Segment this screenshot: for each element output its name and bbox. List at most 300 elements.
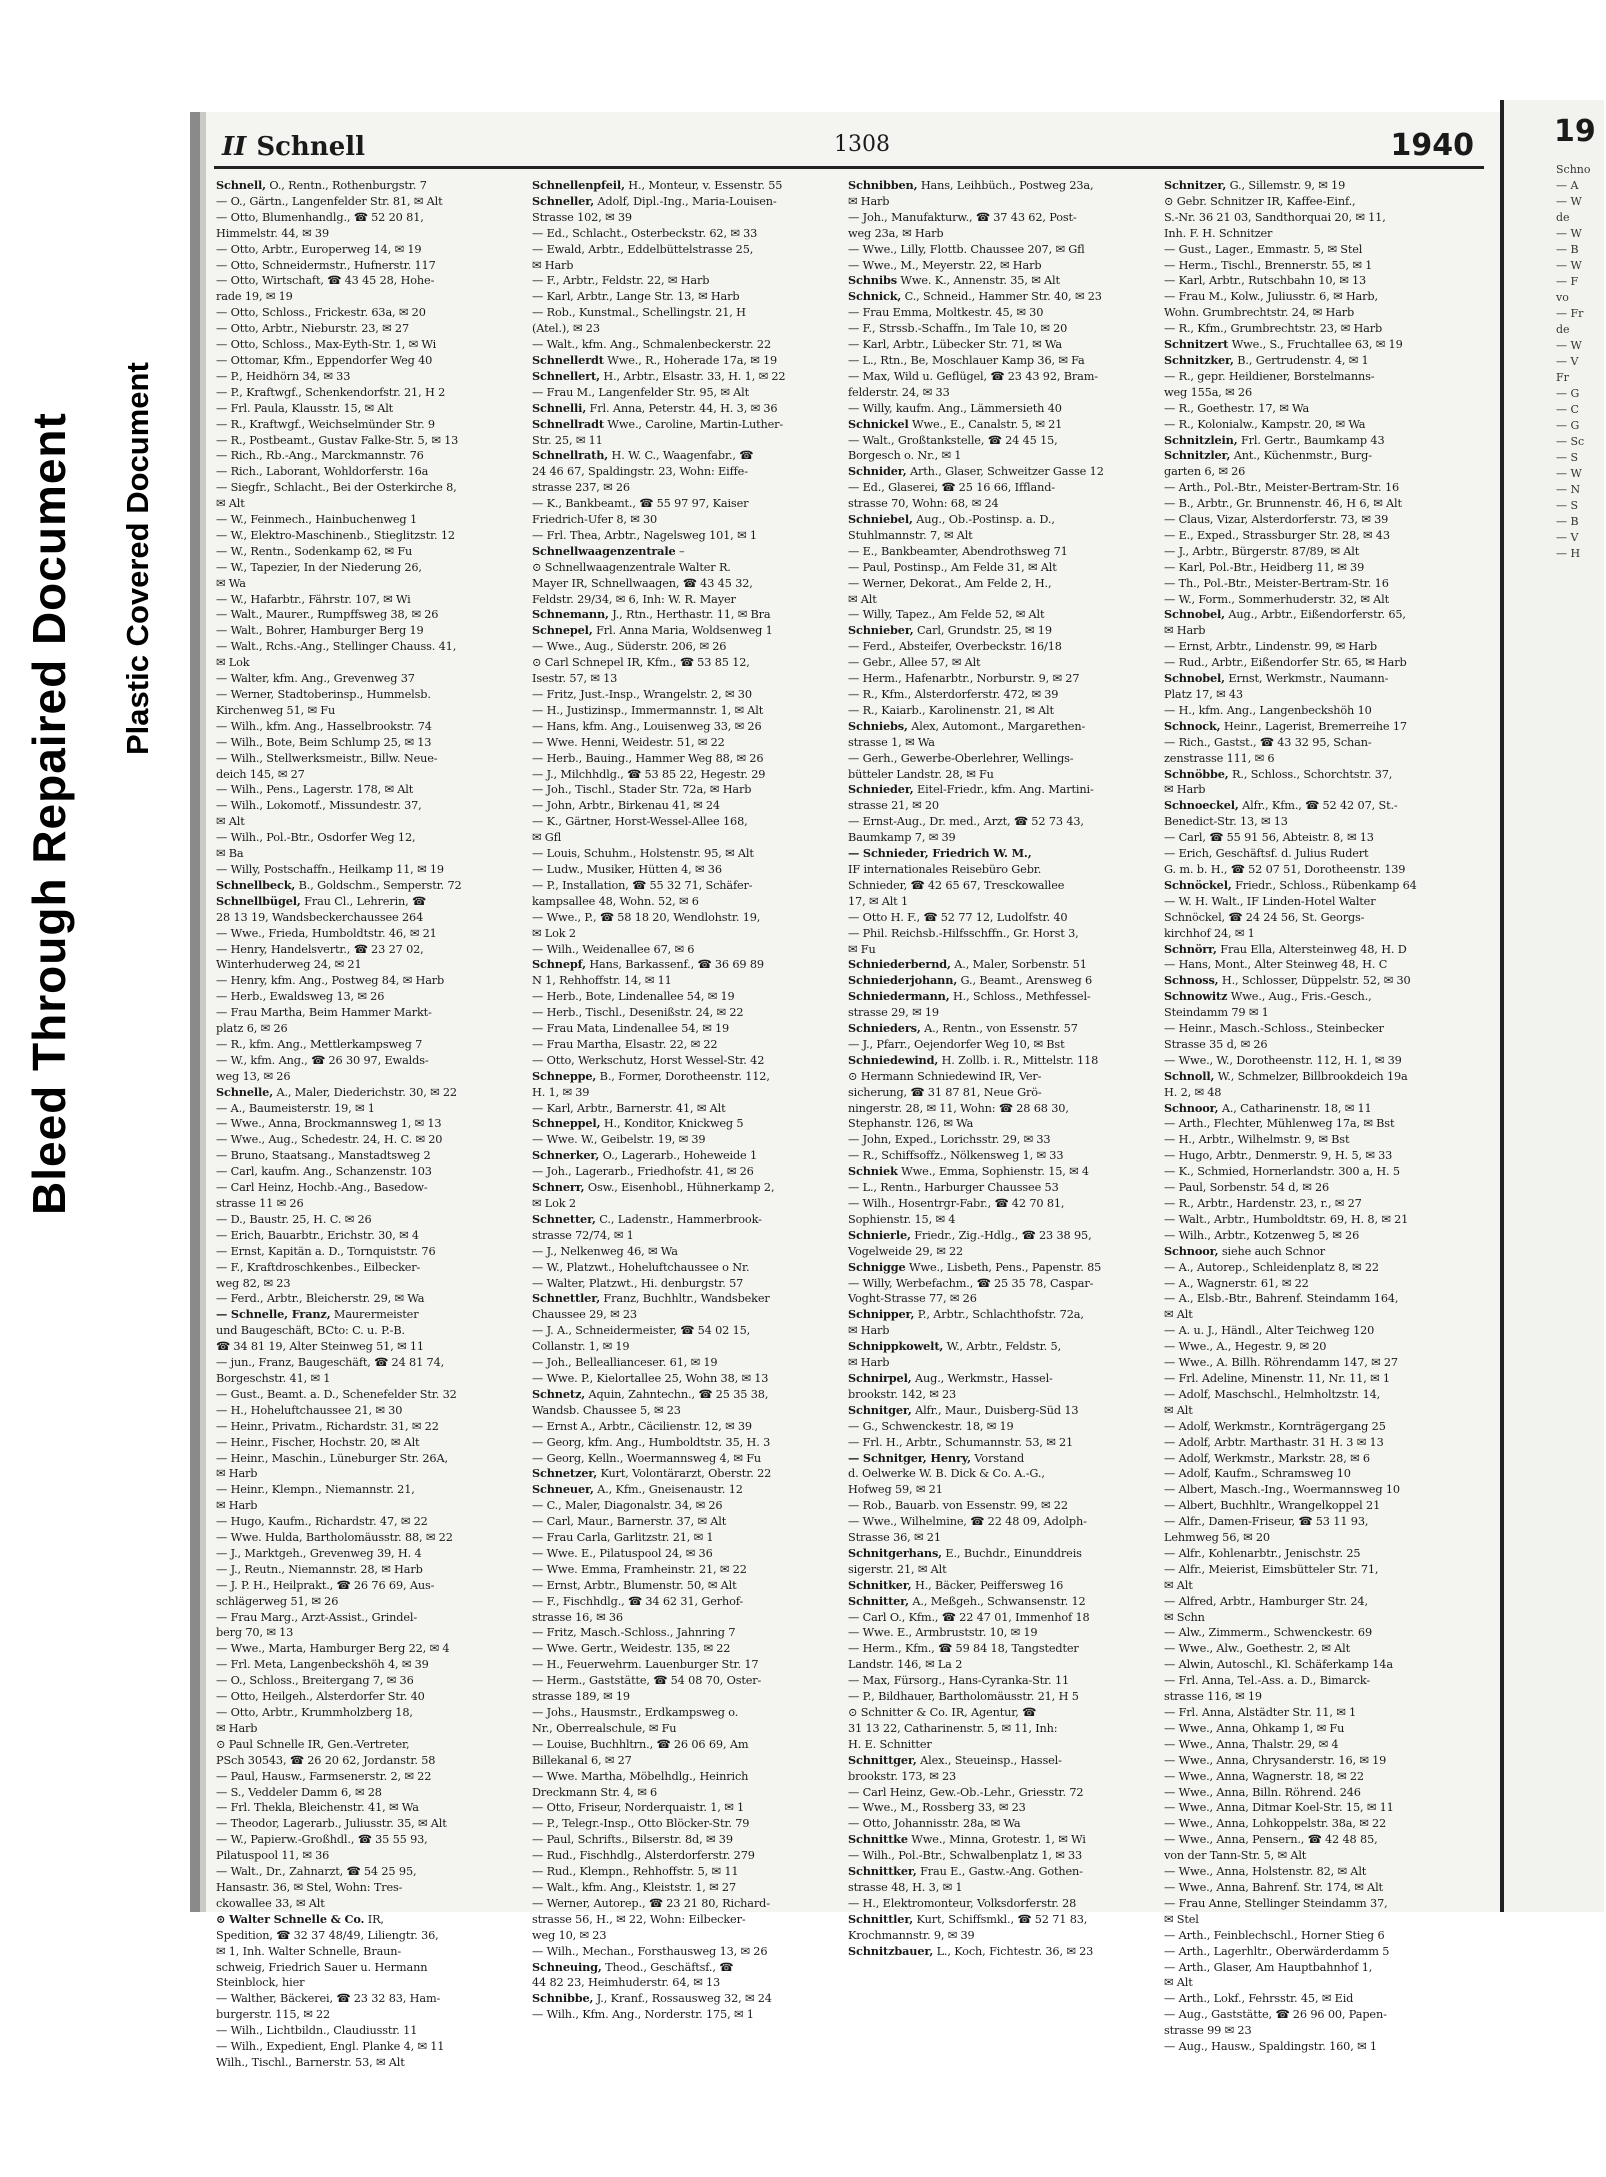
entry-text: — J. P. H., Heilprakt., ☎ 26 76 69, Aus- [216,1578,435,1592]
entry-text: — Frau M., Langenfelder Str. 95, ✉ Alt [532,385,750,399]
entry-text: — Alfr., Meierist, Eimsbütteler Str. 71, [1164,1562,1379,1576]
directory-entry [848,1180,1152,1196]
entry-text: Wwe., Caroline, Martin-Luther- [603,417,784,431]
entry-text: — Ernst, Kapitän a. D., Tornquiststr. 76 [216,1244,436,1258]
entry-text: — Walter, kfm. Ang., Grevenweg 37 [216,672,415,686]
entry-text: — Paul, Schrifts., Bilserstr. 8d, ✉ 39 [532,1833,733,1847]
entry-text: — Alw., Zimmerm., Schwenckestr. 69 [1164,1626,1373,1640]
entry-text: — Wilh., Lichtbildn., Claudiusstr. 11 [216,2024,418,2038]
entry-text: Mayer IR, Schnellwaagen, ☎ 43 45 32, [532,576,753,590]
directory-entry [216,894,520,910]
entry-text: — K., Schmied, Hornerlandstr. 300 a, H. 5 [1164,1165,1400,1179]
entry-surname: Schnitzbauer, [848,1943,934,1958]
entry-text: Alfr., Kfm., ☎ 52 42 07, St.- [1238,799,1398,813]
entry-text: — Carl Heinz, Gew.-Ob.-Lehr., Griesstr. 72 [848,1785,1084,1799]
directory-entry [216,433,520,449]
entry-text: — Aug., Gaststätte, ☎ 26 96 00, Papen- [1164,2008,1387,2022]
directory-entry [848,448,1152,464]
entry-text: — Wwe., Anna, Ohkamp 1, ✉ Fu [1164,1721,1345,1735]
directory-entry [848,1132,1152,1148]
directory-entry [216,957,520,973]
directory-entry [848,1578,1152,1594]
entry-text: — Herm., Hafenarbtr., Norburstr. 9, ✉ 27 [848,672,1080,686]
entry-text: 24 46 67, Spaldingstr. 23, Wohn: Eiffe- [532,465,748,479]
directory-entry [532,1578,836,1594]
entry-text: — Ed., Glaserei, ☎ 25 16 66, Iffland- [848,481,1055,495]
directory-entry [216,1101,520,1117]
entry-text: — Ernst A., Arbtr., Cäcilienstr. 12, ✉ 39 [532,1419,752,1433]
entry-text: — S., Veddeler Damm 6, ✉ 28 [216,1785,382,1799]
entry-text: — F., Kraftdroschkenbes., Eilbecker- [216,1260,421,1274]
entry-text: ✉ Harb [848,194,890,208]
directory-entry [1164,576,1468,592]
entry-surname: Schnittker, [848,1864,917,1879]
entry-text: — Carl Heinz, Hochb.-Ang., Basedow- [216,1181,428,1195]
directory-entry [1164,496,1468,512]
entry-surname: Schnetter, [532,1211,596,1226]
entry-surname: Schnitzlein, [1164,432,1238,447]
entry-text: — Heinr., Maschin., Lüneburger Str. 26A, [216,1451,448,1465]
entry-text: — Wwe. Gertr., Weidestr. 135, ✉ 22 [532,1642,731,1656]
directory-entry [216,2023,520,2039]
directory-entry [1164,1403,1468,1419]
entry-surname: Schnippkowelt, [848,1339,944,1354]
entry-surname: Schneppe, [532,1068,597,1083]
entry-text: Alex., Steueinsp., Hassel- [916,1753,1062,1767]
next-page-line: — H [1556,547,1581,560]
directory-entry [848,1737,1152,1753]
directory-entry [848,846,1152,862]
entry-text: — P., Installation, ☎ 55 32 71, Schäfer- [532,878,753,892]
entry-text: — R., Kolonialw., Kampstr. 20, ✉ Wa [1164,417,1366,431]
directory-entry [216,1960,520,1976]
directory-entry [532,1101,836,1117]
next-page-line: — G [1556,419,1580,432]
directory-entry [532,226,836,242]
next-page-line: — V [1556,355,1579,368]
directory-entry [1164,1753,1468,1769]
entry-text: — H., Arbtr., Wilhelmstr. 9, ✉ Bst [1164,1133,1350,1147]
entry-text: — Ferd., Absteifer, Overbeckstr. 16/18 [848,640,1062,654]
directory-entry [848,862,1152,878]
directory-entry [216,1339,520,1355]
directory-entry [1164,1180,1468,1196]
entry-text: — Walt., Großtankstelle, ☎ 24 45 15, [848,433,1058,447]
entry-text: — Werner, Autorep., ☎ 23 21 80, Richard- [532,1896,770,1910]
directory-entry [848,1037,1152,1053]
directory-entry [216,973,520,989]
entry-text: — A., Wagnerstr. 61, ✉ 22 [1164,1276,1309,1290]
entry-text: IF internationales Reisebüro Gebr. [848,862,1042,876]
directory-entry [1164,671,1468,687]
directory-entry [1164,1578,1468,1594]
directory-entry [848,1657,1152,1673]
entry-surname: Schnetz, [532,1386,586,1401]
entry-surname: Schnibben, [848,178,918,192]
directory-entry [1164,1053,1468,1069]
entry-text: Arth., Glaser, Schweitzer Gasse 12 [906,465,1104,479]
directory-entry [216,1594,520,1610]
directory-entry [848,735,1152,751]
directory-entry [532,1546,836,1562]
entry-text: — Carl, kaufm. Ang., Schanzenstr. 103 [216,1165,432,1179]
entry-text: — Walther, Bäckerei, ☎ 23 32 83, Ham- [216,1992,441,2006]
entry-text: — Walt., kfm. Ang., Schmalenbeckerstr. 22 [532,338,771,352]
directory-entry [848,1164,1152,1180]
directory-entry [1164,1101,1468,1117]
entry-text: Wwe., Minna, Grotestr. 1, ✉ Wi [907,1833,1086,1847]
directory-entry [1164,782,1468,798]
directory-entry [1164,1944,1468,1960]
directory-entry [216,1753,520,1769]
directory-entry [216,655,520,671]
entry-surname: Schnock, [1164,718,1221,733]
directory-entry [848,1339,1152,1355]
entry-text: platz 6, ✉ 26 [216,1022,288,1036]
entry-text: — Frl. Anna, Alstädter Str. 11, ✉ 1 [1164,1706,1357,1719]
directory-entry [532,1053,836,1069]
entry-surname: Schnitzer, [1164,178,1227,192]
entry-text: Feldstr. 29/34, ✉ 6, Inh: W. R. Mayer [532,592,736,606]
entry-text: — Wwe., Anna, Billn. Röhrend. 246 [1164,1785,1361,1799]
entry-text: Frau Cl., Lehrerin, ☎ [300,894,426,908]
entry-text: C., Schneid., Hammer Str. 40, ✉ 23 [901,290,1102,304]
directory-entry [532,1307,836,1323]
entry-text: sigerstr. 21, ✉ Alt [848,1562,947,1576]
directory-entry [1164,910,1468,926]
entry-surname: Schnittger, [848,1752,917,1767]
entry-text: 31 13 22, Catharinenstr. 5, ✉ 11, Inh: [848,1721,1058,1735]
entry-surname: Schnelli, [532,400,587,415]
entry-surname: Schnoor, [1164,1243,1219,1258]
entry-text: — Otto, Arbtr., Krummholzberg 18, [216,1706,413,1719]
entry-text: — Wwe., M., Rossberg 33, ✉ 23 [848,1801,1026,1815]
directory-entry [848,989,1152,1005]
directory-entry [848,1562,1152,1578]
entry-text: — J. A., Schneidermeister, ☎ 54 02 15, [532,1324,751,1338]
directory-entry [848,1928,1152,1944]
entry-text: — A., Elsb.-Btr., Bahrenf. Steindamm 164, [1164,1292,1399,1306]
directory-entry [532,1673,836,1689]
entry-text: — Wwe., Aug., Schedestr. 24, H. C. ✉ 20 [216,1133,443,1147]
entry-surname: Schniek [848,1164,898,1179]
entry-text: — Adolf, Werkmstr., Kornträgergang 25 [1164,1419,1386,1433]
entry-text: 28 13 19, Wandsbeckerchaussee 264 [216,910,424,924]
entry-text: Steinblock, hier [216,1976,305,1990]
entry-surname: Schnieder, [848,782,914,797]
entry-text: — A. u. J., Händl., Alter Teichweg 120 [1164,1324,1375,1338]
bleed-through-label: Bleed Through Repaired Document [23,412,75,1215]
directory-entry [532,273,836,289]
entry-text: 17, ✉ Alt 1 [848,894,909,908]
entry-text: — Erich, Bauarbtr., Erichstr. 30, ✉ 4 [216,1228,419,1242]
entry-text: — A., Baumeisterstr. 19, ✉ 1 [216,1101,375,1115]
directory-entry [216,1800,520,1816]
entry-text: Hans, Barkassenf., ☎ 36 69 89 [585,958,764,972]
entry-text: ✉ Harb [532,258,574,272]
directory-entry [216,1848,520,1864]
directory-entry [532,1069,836,1085]
entry-text: — Henry, kfm. Ang., Postweg 84, ✉ Harb [216,974,445,988]
directory-entry [1164,1912,1468,1928]
next-page-line: — S [1556,451,1579,464]
directory-entry [532,1451,836,1467]
entry-text: — Carl O., Kfm., ☎ 22 47 01, Immenhof 18 [848,1610,1090,1624]
directory-entry [1164,1387,1468,1403]
directory-entry [216,1657,520,1673]
directory-entry [848,910,1152,926]
entry-text: — Claus, Vizar, Alsterdorferstr. 73, ✉ 39 [1164,513,1389,527]
directory-entry [848,1419,1152,1435]
entry-surname: Schniedewind, [848,1052,939,1067]
directory-entry [1164,544,1468,560]
directory-entry [848,1466,1152,1482]
entry-text: burgerstr. 115, ✉ 22 [216,2008,331,2022]
entry-text: Hofweg 59, ✉ 21 [848,1483,943,1497]
directory-entry [216,989,520,1005]
directory-entry [1164,1960,1468,1976]
entry-text: brookstr. 173, ✉ 23 [848,1769,957,1783]
directory-entry [532,1657,836,1673]
entry-surname: Schnelle, [216,1084,274,1099]
directory-entry [216,1721,520,1737]
directory-entry [848,258,1152,274]
next-page-lines [1556,162,1606,562]
entry-text: — Rich., Laborant, Wohldorferstr. 16a [216,465,429,479]
next-page-line: — F [1556,275,1579,288]
entry-text: ⊙ Paul Schnelle IR, Gen.-Vertreter, [216,1737,410,1751]
directory-entry [848,973,1152,989]
entry-text: — Gust., Beamt. a. D., Schenefelder Str. 32 [216,1387,457,1401]
directory-entry [532,1864,836,1880]
directory-entry [848,289,1152,305]
directory-entry [532,957,836,973]
directory-entry [1164,607,1468,623]
entry-surname: Schnellenpfeil, [532,178,625,192]
directory-entry [216,1085,520,1101]
entry-text: — Karl, Arbtr., Barnerstr. 41, ✉ Alt [532,1101,726,1115]
entry-text: Friedrich-Ufer 8, ✉ 30 [532,513,658,527]
entry-text: Isestr. 57, ✉ 13 [532,672,618,686]
entry-text: (Atel.), ✉ 23 [532,322,600,336]
entry-text: — Henry, Handelsvertr., ☎ 23 27 02, [216,942,424,956]
directory-entry [1164,1594,1468,1610]
directory-entry [848,942,1152,958]
entry-text: — Willy, Postschaffn., Heilkamp 11, ✉ 19 [216,862,444,876]
directory-entry [532,1291,836,1307]
directory-entry [532,560,836,576]
next-page-line: — G [1556,387,1580,400]
entry-text: ✉ Alt [848,592,877,606]
directory-entry [848,607,1152,623]
directory-entry [216,671,520,687]
entry-text: strasse 1, ✉ Wa [848,735,935,749]
entry-text: — Paul, Hausw., Farmsenerstr. 2, ✉ 22 [216,1769,432,1783]
next-page-line: de [1556,211,1570,224]
directory-entry [216,1451,520,1467]
directory-entry [1164,1832,1468,1848]
directory-column-3 [848,178,1152,1958]
entry-text: — P., Kraftwgf., Schenkendorfstr. 21, H 2 [216,385,446,399]
entry-text: A., Rentn., von Essenstr. 57 [920,1022,1078,1036]
entry-text: — Frau Carla, Garlitzstr. 21, ✉ 1 [532,1531,714,1545]
directory-entry [216,305,520,321]
directory-entry [1164,242,1468,258]
directory-entry [532,862,836,878]
entry-text: Kurt, Schiffsmkl., ☎ 52 71 83, [913,1912,1088,1926]
directory-entry [1164,1276,1468,1292]
entry-text: — Wilh., Arbtr., Kotzenweg 5, ✉ 26 [1164,1228,1360,1242]
next-page-line: de [1556,323,1570,336]
entry-text: G. m. b. H., ☎ 52 07 51, Dorotheenstr. 139 [1164,862,1406,876]
entry-text: ✉ Schn [1164,1610,1205,1624]
entry-text: — Wilh., Pol.-Btr., Schwalbenplatz 1, ✉ 33 [848,1849,1083,1863]
entry-surname: Schnobel, [1164,607,1225,622]
directory-entry [848,1148,1152,1164]
directory-entry [216,560,520,576]
entry-text: — Alfr., Kohlenarbtr., Jenischstr. 25 [1164,1546,1361,1560]
directory-entry [216,1371,520,1387]
next-page-line: — N [1556,483,1581,496]
entry-text: — Walt., Rchs.-Ang., Stellinger Chauss. 41, [216,640,457,654]
directory-entry [532,703,836,719]
entry-text: — Joh., Tischl., Stader Str. 72a, ✉ Harb [532,783,752,797]
entry-surname: Schnitter, [848,1593,909,1608]
entry-text: — R., Kfm., Alsterdorferstr. 472, ✉ 39 [848,688,1059,701]
entry-surname: Schnickel [848,416,909,431]
entry-text: — Wilh., Expedient, Engl. Planke 4, ✉ 11 [216,2040,445,2054]
directory-entry [532,1816,836,1832]
entry-text: — Erich, Geschäftsf. d. Julius Rudert [1164,847,1369,861]
entry-text: strasse 116, ✉ 19 [1164,1690,1262,1704]
entry-text: ✉ Alt [216,815,245,829]
entry-text: — Otto, Arbtr., Europerweg 14, ✉ 19 [216,242,422,256]
entry-text: — J., Marktgeh., Grevenweg 39, H. 4 [216,1546,422,1560]
directory-entry [848,639,1152,655]
directory-entry [216,273,520,289]
directory-entry [1164,1689,1468,1705]
entry-text: — Siegfr., Schlacht., Bei der Osterkirche 8, [216,481,457,495]
directory-entry [216,830,520,846]
directory-entry [532,2007,836,2023]
directory-entry [848,767,1152,783]
directory-entry [532,433,836,449]
entry-text: — J., Nelkenweg 46, ✉ Wa [532,1244,678,1258]
directory-entry [1164,1371,1468,1387]
entry-text: strasse 16, ✉ 36 [532,1610,623,1624]
directory-entry [848,194,1152,210]
entry-text: — Wwe., Alw., Goethestr. 2, ✉ Alt [1164,1642,1350,1656]
entry-surname: Schniebs, [848,718,908,733]
directory-entry [848,1912,1152,1928]
directory-entry [216,1562,520,1578]
directory-entry [216,1832,520,1848]
directory-entry [532,1705,836,1721]
entry-surname: Schnirpel, [848,1370,912,1385]
directory-entry [216,210,520,226]
directory-entry [1164,337,1468,353]
entry-text: Aug., Ob.-Postinsp. a. D., [912,513,1055,527]
entry-text: — Carl, Maur., Barnerstr. 37, ✉ Alt [532,1515,727,1529]
entry-text: — Hans, kfm. Ang., Louisenweg 33, ✉ 26 [532,719,762,733]
entry-text: — Wwe. Hulda, Bartholomäusstr. 88, ✉ 22 [216,1531,453,1545]
directory-entry [848,496,1152,512]
directory-entry [216,1037,520,1053]
entry-surname: Schnieber, [848,623,914,638]
directory-entry [1164,1610,1468,1626]
directory-entry [532,1928,836,1944]
entry-text: — Arth., Pol.-Btr., Meister-Bertram-Str. 16 [1164,481,1400,495]
entry-surname: Schnoor, [1164,1100,1219,1115]
directory-entry [1164,973,1468,989]
directory-entry [216,1785,520,1801]
entry-text: — Ernst, Arbtr., Lindenstr. 99, ✉ Harb [1164,640,1377,654]
next-page-line: — W [1556,259,1582,272]
entry-text: kirchhof 24, ✉ 1 [1164,926,1255,940]
entry-surname: Schnibbe, [532,1991,594,2006]
directory-entry [216,639,520,655]
entry-text: — Georg, kfm. Ang., Humboldtstr. 35, H. 3 [532,1435,771,1449]
directory-entry [532,1610,836,1626]
entry-text: — Johs., Hausmstr., Erdkampsweg o. [532,1706,739,1719]
entry-text: — P., Bildhauer, Bartholomäusstr. 21, H 5 [848,1690,1079,1704]
entry-text: Wwe., E., Canalstr. 5, ✉ 21 [908,417,1063,431]
entry-text: deich 145, ✉ 27 [216,767,305,781]
entry-text: Kurt, Volontärarzt, Oberstr. 22 [597,1467,772,1481]
directory-entry [1164,1641,1468,1657]
directory-entry [1164,1562,1468,1578]
directory-entry [848,1546,1152,1562]
directory-entry [848,1403,1152,1419]
directory-entry [216,1673,520,1689]
entry-surname: Schnick, [848,289,902,304]
directory-entry [532,1164,836,1180]
entry-text: felderstr. 24, ✉ 33 [848,385,950,399]
directory-entry [848,1085,1152,1101]
entry-text: weg 155a, ✉ 26 [1164,385,1252,399]
entry-text: — Otto, Schneidermstr., Hufnerstr. 117 [216,258,436,272]
directory-entry [532,289,836,305]
directory-entry [848,1848,1152,1864]
entry-text: ⊙ Hermann Schniedewind IR, Ver- [848,1069,1042,1083]
entry-text: P., Arbtr., Schlachthofstr. 72a, [914,1308,1084,1322]
directory-entry [1164,448,1468,464]
entry-surname: Schnoeckel, [1164,798,1239,813]
entry-text: — Frau Anne, Stellinger Steindamm 37, [1164,1896,1388,1910]
entry-text: — Rob., Bauarb. von Essenstr. 99, ✉ 22 [848,1499,1068,1513]
directory-entry [532,576,836,592]
entry-text: — Hans, Mont., Alter Steinweg 48, H. C [1164,958,1388,972]
entry-text: — F., Strssb.-Schaffn., Im Tale 10, ✉ 20 [848,322,1068,336]
entry-text: — R., Schiffsoffz., Nölkensweg 1, ✉ 33 [848,1149,1064,1163]
entry-surname: Schnittke [848,1832,908,1847]
directory-entry [1164,719,1468,735]
entry-text: Wandsb. Chaussee 5, ✉ 23 [532,1403,681,1417]
directory-entry [216,242,520,258]
directory-entry [532,544,836,560]
directory-entry [1164,464,1468,480]
entry-text: ✉ Alt [1164,1308,1193,1322]
entry-text: — John, Exped., Lorichsstr. 29, ✉ 33 [848,1133,1051,1147]
directory-entry [1164,417,1468,433]
entry-text: — Wwe., Lilly, Flottb. Chaussee 207, ✉ Gfl [848,242,1085,256]
entry-text: — Willy, Tapez., Am Felde 52, ✉ Alt [848,608,1045,622]
directory-entry [848,894,1152,910]
entry-surname: Schnitger, [848,1402,912,1417]
entry-text: — H., Feuerwehrm. Lauenburger Str. 17 [532,1658,759,1672]
entry-text: A., Kfm., Gneisenaustr. 12 [593,1483,743,1497]
entry-text: bütteler Landstr. 28, ✉ Fu [848,767,994,781]
